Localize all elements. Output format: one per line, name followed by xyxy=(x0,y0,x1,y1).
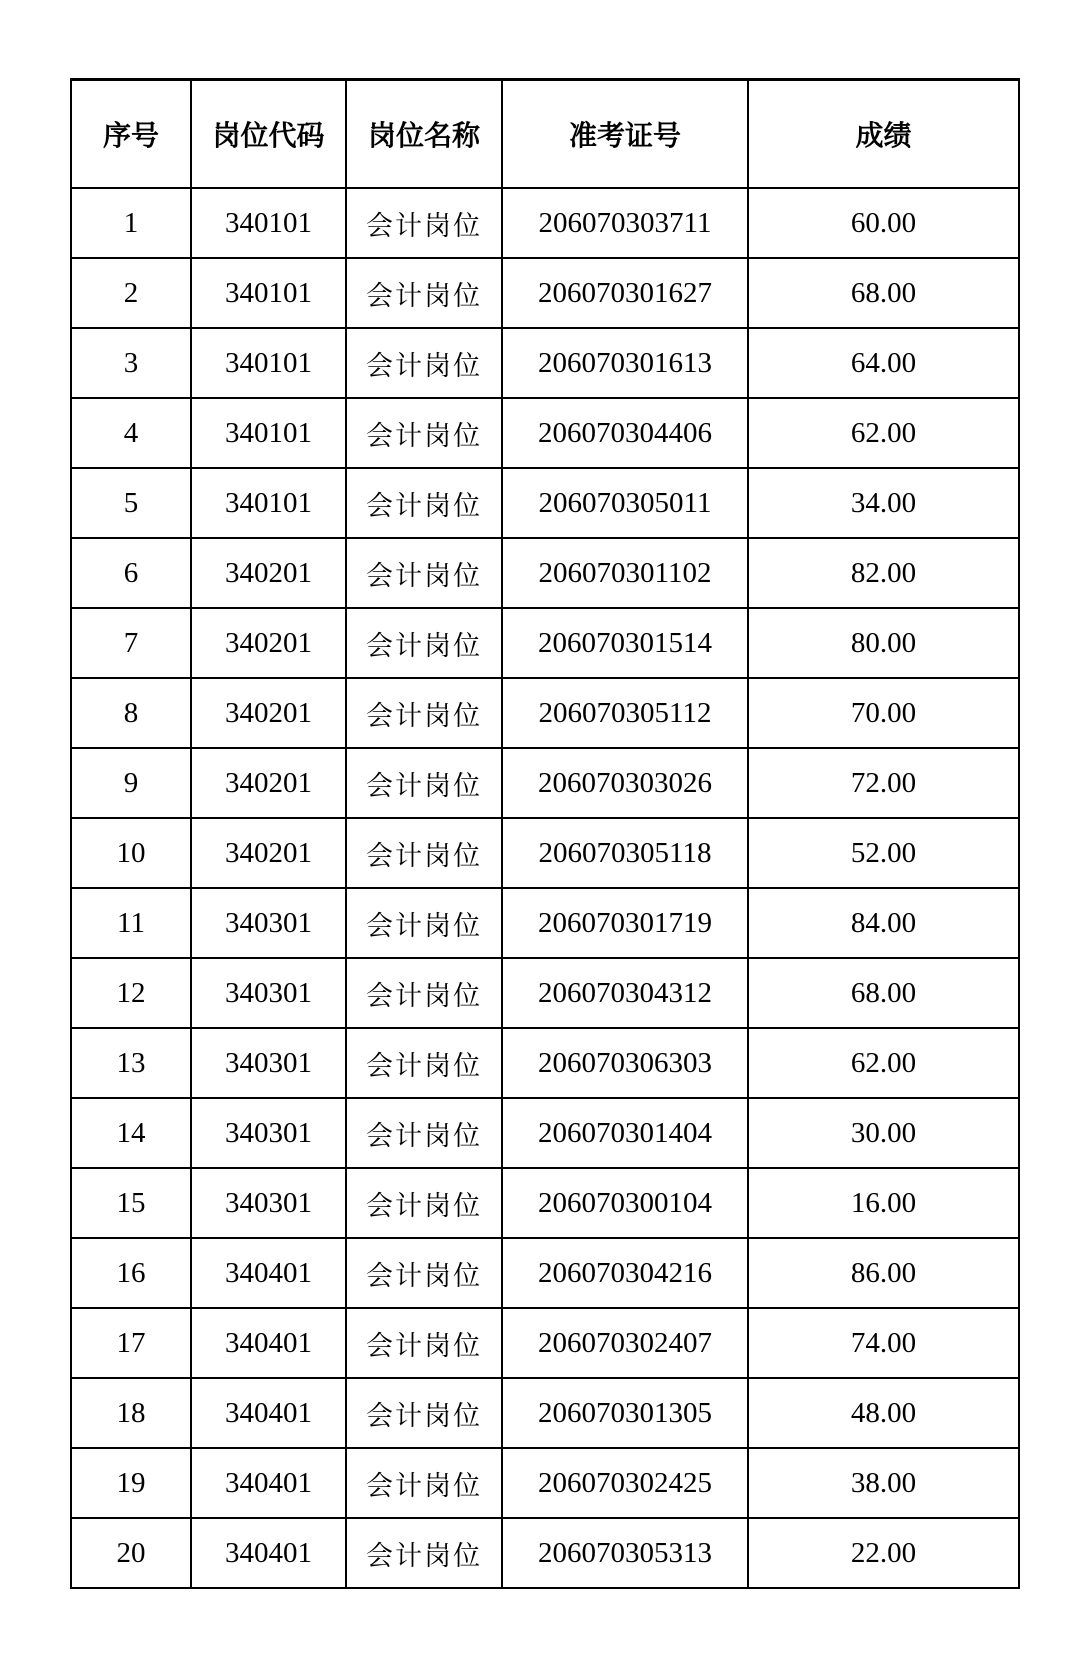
cell-admission-ticket: 206070302425 xyxy=(502,1448,748,1518)
cell-position-code: 340101 xyxy=(191,468,346,538)
cell-serial-number: 3 xyxy=(71,328,191,398)
cell-score: 64.00 xyxy=(748,328,1019,398)
cell-score: 38.00 xyxy=(748,1448,1019,1518)
cell-serial-number: 12 xyxy=(71,958,191,1028)
header-position-code: 岗位代码 xyxy=(191,80,346,189)
cell-admission-ticket: 206070304216 xyxy=(502,1238,748,1308)
table-row xyxy=(71,328,1019,398)
cell-serial-number: 14 xyxy=(71,1098,191,1168)
table-row xyxy=(71,888,1019,958)
cell-position-code: 340201 xyxy=(191,678,346,748)
cell-position-code: 340401 xyxy=(191,1518,346,1588)
cell-admission-ticket: 206070305313 xyxy=(502,1518,748,1588)
cell-admission-ticket: 206070301404 xyxy=(502,1098,748,1168)
table-row xyxy=(71,468,1019,538)
cell-admission-ticket: 206070301627 xyxy=(502,258,748,328)
cell-position-code: 340101 xyxy=(191,258,346,328)
cell-admission-ticket: 206070303026 xyxy=(502,748,748,818)
header-score: 成绩 xyxy=(748,80,1019,189)
table-row xyxy=(71,188,1019,258)
cell-score: 72.00 xyxy=(748,748,1019,818)
cell-admission-ticket: 206070303711 xyxy=(502,188,748,258)
table-row xyxy=(71,1168,1019,1238)
cell-serial-number: 2 xyxy=(71,258,191,328)
cell-position-name: 会计岗位 xyxy=(346,748,502,818)
cell-score: 82.00 xyxy=(748,538,1019,608)
cell-position-code: 340401 xyxy=(191,1238,346,1308)
cell-admission-ticket: 206070305118 xyxy=(502,818,748,888)
cell-position-code: 340201 xyxy=(191,608,346,678)
cell-position-name: 会计岗位 xyxy=(346,678,502,748)
cell-serial-number: 5 xyxy=(71,468,191,538)
cell-position-name: 会计岗位 xyxy=(346,608,502,678)
cell-position-code: 340301 xyxy=(191,1028,346,1098)
cell-serial-number: 16 xyxy=(71,1238,191,1308)
cell-admission-ticket: 206070306303 xyxy=(502,1028,748,1098)
cell-serial-number: 7 xyxy=(71,608,191,678)
cell-score: 30.00 xyxy=(748,1098,1019,1168)
table-row xyxy=(71,958,1019,1028)
cell-score: 68.00 xyxy=(748,258,1019,328)
cell-score: 48.00 xyxy=(748,1378,1019,1448)
cell-score: 74.00 xyxy=(748,1308,1019,1378)
cell-score: 62.00 xyxy=(748,398,1019,468)
table-row xyxy=(71,818,1019,888)
cell-position-code: 340301 xyxy=(191,1098,346,1168)
cell-serial-number: 10 xyxy=(71,818,191,888)
cell-position-name: 会计岗位 xyxy=(346,188,502,258)
cell-position-code: 340201 xyxy=(191,818,346,888)
cell-admission-ticket: 206070300104 xyxy=(502,1168,748,1238)
cell-serial-number: 15 xyxy=(71,1168,191,1238)
cell-position-name: 会计岗位 xyxy=(346,538,502,608)
cell-position-name: 会计岗位 xyxy=(346,468,502,538)
cell-score: 52.00 xyxy=(748,818,1019,888)
cell-score: 16.00 xyxy=(748,1168,1019,1238)
cell-serial-number: 19 xyxy=(71,1448,191,1518)
cell-serial-number: 13 xyxy=(71,1028,191,1098)
cell-serial-number: 1 xyxy=(71,188,191,258)
cell-position-code: 340301 xyxy=(191,1168,346,1238)
cell-position-code: 340201 xyxy=(191,538,346,608)
cell-admission-ticket: 206070301102 xyxy=(502,538,748,608)
cell-position-name: 会计岗位 xyxy=(346,1238,502,1308)
cell-admission-ticket: 206070304312 xyxy=(502,958,748,1028)
table-row xyxy=(71,1238,1019,1308)
cell-position-name: 会计岗位 xyxy=(346,1308,502,1378)
cell-score: 22.00 xyxy=(748,1518,1019,1588)
cell-admission-ticket: 206070301305 xyxy=(502,1378,748,1448)
cell-position-name: 会计岗位 xyxy=(346,258,502,328)
cell-position-name: 会计岗位 xyxy=(346,328,502,398)
cell-position-name: 会计岗位 xyxy=(346,1448,502,1518)
cell-position-code: 340101 xyxy=(191,328,346,398)
cell-serial-number: 18 xyxy=(71,1378,191,1448)
table-row xyxy=(71,1098,1019,1168)
table-row xyxy=(71,678,1019,748)
cell-position-code: 340401 xyxy=(191,1378,346,1448)
cell-position-code: 340201 xyxy=(191,748,346,818)
cell-position-name: 会计岗位 xyxy=(346,1028,502,1098)
cell-admission-ticket: 206070305112 xyxy=(502,678,748,748)
cell-score: 60.00 xyxy=(748,188,1019,258)
header-position-name: 岗位名称 xyxy=(346,80,502,189)
cell-position-code: 340401 xyxy=(191,1448,346,1518)
cell-position-name: 会计岗位 xyxy=(346,1518,502,1588)
table-row xyxy=(71,258,1019,328)
cell-position-name: 会计岗位 xyxy=(346,398,502,468)
cell-admission-ticket: 206070301719 xyxy=(502,888,748,958)
cell-position-name: 会计岗位 xyxy=(346,818,502,888)
cell-admission-ticket: 206070302407 xyxy=(502,1308,748,1378)
table-row xyxy=(71,398,1019,468)
score-table xyxy=(70,78,1020,1589)
cell-serial-number: 17 xyxy=(71,1308,191,1378)
table-row xyxy=(71,748,1019,818)
cell-position-name: 会计岗位 xyxy=(346,1098,502,1168)
cell-admission-ticket: 206070304406 xyxy=(502,398,748,468)
header-admission-ticket: 准考证号 xyxy=(502,80,748,189)
cell-position-name: 会计岗位 xyxy=(346,888,502,958)
cell-position-code: 340401 xyxy=(191,1308,346,1378)
cell-score: 84.00 xyxy=(748,888,1019,958)
cell-position-code: 340301 xyxy=(191,888,346,958)
cell-score: 86.00 xyxy=(748,1238,1019,1308)
table-row xyxy=(71,1028,1019,1098)
cell-position-code: 340301 xyxy=(191,958,346,1028)
cell-score: 68.00 xyxy=(748,958,1019,1028)
cell-admission-ticket: 206070305011 xyxy=(502,468,748,538)
cell-admission-ticket: 206070301613 xyxy=(502,328,748,398)
cell-position-code: 340101 xyxy=(191,398,346,468)
cell-serial-number: 8 xyxy=(71,678,191,748)
header-row xyxy=(71,80,1019,189)
table-row xyxy=(71,1518,1019,1588)
cell-position-name: 会计岗位 xyxy=(346,1168,502,1238)
table-body xyxy=(71,188,1019,1588)
cell-score: 80.00 xyxy=(748,608,1019,678)
cell-position-name: 会计岗位 xyxy=(346,1378,502,1448)
cell-serial-number: 11 xyxy=(71,888,191,958)
cell-serial-number: 4 xyxy=(71,398,191,468)
cell-serial-number: 9 xyxy=(71,748,191,818)
cell-serial-number: 20 xyxy=(71,1518,191,1588)
cell-score: 34.00 xyxy=(748,468,1019,538)
table-row xyxy=(71,1308,1019,1378)
header-serial-number: 序号 xyxy=(71,80,191,189)
table-row xyxy=(71,1448,1019,1518)
table-row xyxy=(71,538,1019,608)
table-row xyxy=(71,1378,1019,1448)
cell-serial-number: 6 xyxy=(71,538,191,608)
cell-admission-ticket: 206070301514 xyxy=(502,608,748,678)
cell-score: 62.00 xyxy=(748,1028,1019,1098)
table-row xyxy=(71,608,1019,678)
cell-position-code: 340101 xyxy=(191,188,346,258)
cell-position-name: 会计岗位 xyxy=(346,958,502,1028)
cell-score: 70.00 xyxy=(748,678,1019,748)
